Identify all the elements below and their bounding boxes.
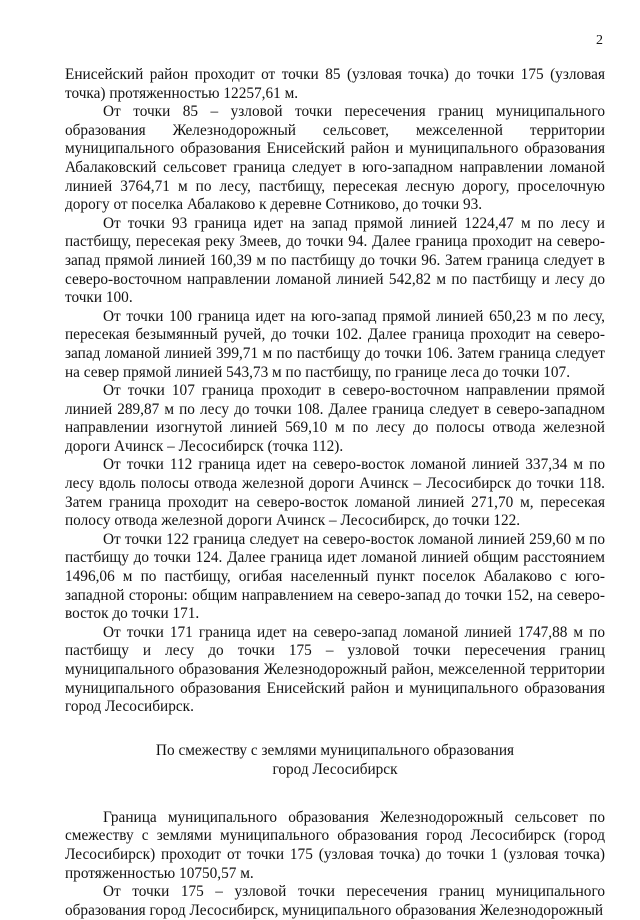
paragraph: От точки 107 граница проходит в северо-восточном направлении прямой линией 289,87 м по лесу до точки 108. Далее граница следует в северо-западном направлении изогнутой линией 569,10 м по лесу до полосы отвода железной дороги Ачинск – Лесосибирск (точка 112). bbox=[65, 382, 605, 455]
paragraph: От точки 112 граница идет на северо-восток ломаной линией 337,34 м по лесу вдоль полосы отвода железной дороги Ачинск – Лесосибирск до точки 118. Затем граница проходит на северо-восток ломаной линией 271,70 м, пересекая полосу отвода железной дороги Ачинск – Лесосибирск, до точки 122. bbox=[65, 456, 605, 530]
paragraph: От точки 93 граница идет на запад прямой линией 1224,47 м по лесу и пастбищу, пересекая реку Змеев, до точки 94. Далее граница проходит на северо-запад прямой линией 160,39 м по пастбищу до точки 96. Затем граница следует в северо-восточном направлении ломаной линией 542,82 м по пастбищу и лесу до точки 100. bbox=[65, 214, 605, 307]
paragraph: Граница муниципального образования Железнодорожный сельсовет по смежеству с землями муниципального образования город Лесосибирск (город Лесосибирск) проходит от точки 175 (узловая точка) до точки 1 (узловая точка) протяженностью 10750,57 м. bbox=[65, 808, 605, 882]
paragraph: От точки 122 граница следует на северо-восток ломаной линией 259,60 м по пастбищу до точки 124. Далее граница идет ломаной линией общим расстоянием 1496,06 м по пастбищу, огибая населенный пункт поселок Абалаково с юго-западной стороны: общим направлением на северо-запад до точки 152, на северо-восток до точки 171. bbox=[65, 530, 605, 623]
section-heading-line-2: город Лесосибирск bbox=[272, 760, 398, 778]
document-body bbox=[65, 66, 605, 920]
section-heading bbox=[65, 741, 605, 779]
paragraph: От точки 100 граница идет на юго-запад прямой линией 650,23 м по лесу, пересекая безымянный ручей, до точки 102. Далее граница проходит на северо-запад ломаной линией 399,71 м по пастбищу до точки 106. Затем граница следует на север прямой линией 543,73 м по пастбищу, по границе леса до точки 107. bbox=[65, 307, 605, 381]
page-number: 2 bbox=[596, 33, 603, 48]
paragraph: От точки 171 граница идет на северо-запад ломаной линией 1747,88 м по пастбищу и лесу до точки 175 – узловой точки пересечения границ муниципального образования Железнодорожный район, межселенной территории муниципального образования Енисейский район и муниципального образования город Лесосибирск. bbox=[65, 623, 605, 716]
paragraph-continuation: Енисейский район проходит от точки 85 (узловая точка) до точки 175 (узловая точка) протяженностью 12257,61 м. bbox=[65, 66, 605, 102]
paragraph: От точки 175 – узловой точки пересечения границ муниципального образования город Лесосибирск, муниципального образования Железнодорожный bbox=[65, 883, 605, 919]
section-heading-line-1: По смежеству с землями муниципального образования bbox=[155, 741, 515, 759]
paragraph: От точки 85 – узловой точки пересечения границ муниципального образования Железнодорожный сельсовет, межселенной территории муниципального образования Енисейский район и муниципального образования Абалаковский сельсовет граница следует в юго-западном направлении ломаной линией 3764,71 м по лесу, пастбищу, пересекая лесную дорогу, проселочную дорогу от поселка Абалаково к деревне Сотниково, до точки 93. bbox=[65, 103, 605, 214]
